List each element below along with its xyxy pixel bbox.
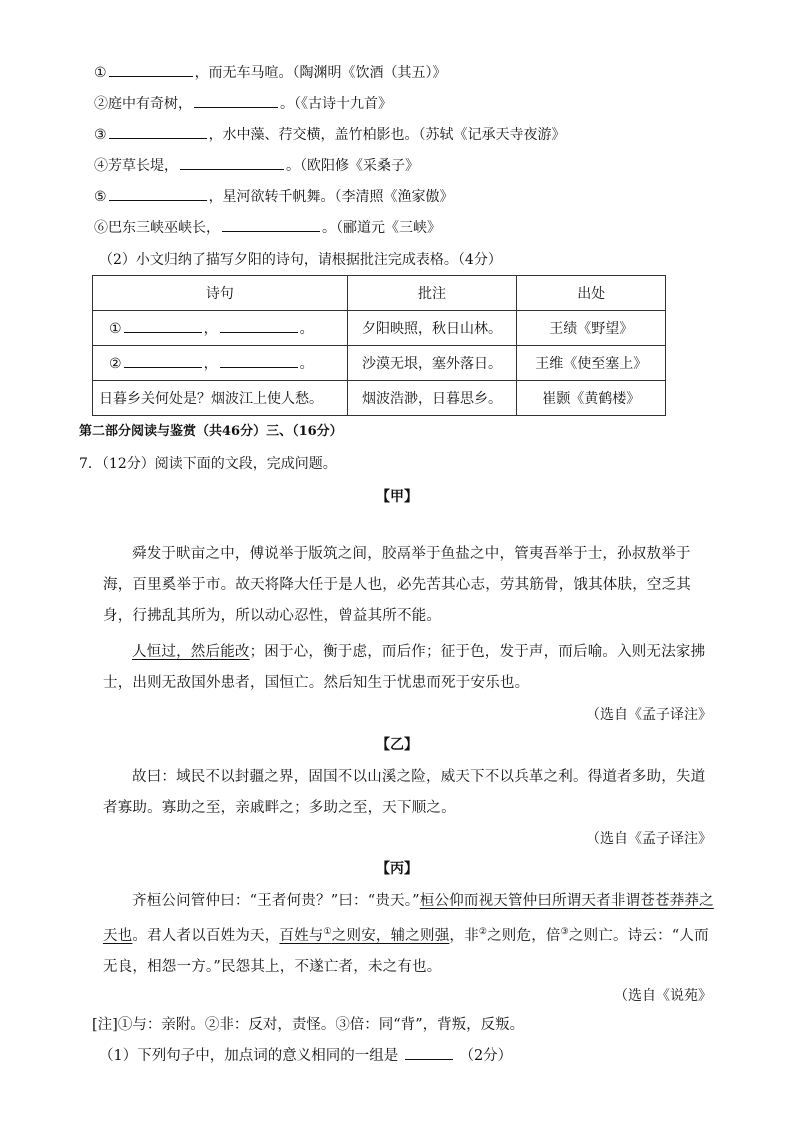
item-text: 。（郦道元《三峡》 (322, 220, 441, 236)
source-cell: 崔颢《黄鹤楼》 (517, 381, 666, 416)
source-cell: 王绩《野望》 (517, 311, 666, 346)
item-text: 。（《古诗十九首》 (280, 96, 392, 112)
answer-blank[interactable] (109, 75, 193, 77)
note-cell: 烟波浩渺，日暮思乡。 (347, 381, 517, 416)
item-text: 芳草长堤， (108, 158, 178, 174)
answer-blank[interactable] (109, 137, 207, 139)
footnote-marker: ② (478, 927, 488, 937)
fill-item-6 (94, 218, 441, 238)
answer-blank[interactable] (220, 366, 298, 368)
passage-source: （选自《孟子译注》 (586, 707, 712, 723)
table-row (93, 311, 666, 346)
passage-source: （选自《孟子译注》 (586, 831, 712, 847)
item-number: ④ (94, 158, 108, 174)
answer-blank[interactable] (109, 199, 207, 201)
footnote-marker: ① (323, 927, 332, 937)
item-text: 庭中有奇树， (108, 96, 192, 112)
section-heading: 第二部分阅读与鉴赏（共46分）三、（16分） (79, 424, 343, 439)
item-text: ，星河欲转千帆舞。（李清照《渔家傲》 (208, 189, 454, 205)
item-number: ⑤ (94, 189, 107, 205)
item-number: ① (94, 65, 107, 81)
passage-text: 。君人者以百姓为天， (132, 927, 280, 944)
verse-cell: 日暮乡关何处是？烟波江上使人愁。 (93, 381, 348, 416)
passage-text: ，非 (449, 927, 479, 944)
passage-yi-p1: 故曰：域民不以封疆之界，固国不以山溪之险，威天下不以兵革之利。得道者多助，失道者寡助。寡助之至，亲戚畔之；多助之至，天下顺之。 (103, 769, 706, 816)
item-text: ，水中藻、荇交横，盖竹柏影也。（苏轼《记承天寺夜游》 (208, 127, 566, 143)
underlined-sentence: 人恒过，然后能改 (132, 644, 250, 660)
answer-blank[interactable] (220, 331, 298, 333)
item-number: ① (109, 321, 122, 337)
prompt-text: （2分） (459, 1048, 513, 1064)
item-number: ② (94, 96, 108, 112)
item-number: ⑥ (94, 220, 108, 236)
table-header: 诗句 (93, 276, 348, 311)
fill-item-2 (94, 94, 392, 114)
passage-text: 之则危，倍 (487, 927, 561, 944)
item-number: ② (109, 356, 122, 372)
table-header: 批注 (347, 276, 517, 311)
passage-text: 之则亡。诗云：“人而无良，相怨一方。”民怨其上，不遂亡者，未之有也。 (103, 927, 709, 975)
passage-text: ；困于心，衡于虑，而后作；征于色，发于声，而后喻。入则无法家拂士，出则无敌国外患者，国恒亡。然后知生于忧患而死于安乐也。 (103, 644, 706, 691)
question-2-prompt: （2）小文归纳了描写夕阳的诗句，请根据批注完成表格。（4分） (99, 252, 502, 268)
passage-text: 齐桓公问管仲曰：“王者何贵？”曰：“贵天。” (132, 893, 420, 909)
source-cell: 王维《使至塞上》 (517, 346, 666, 381)
passage-jia-p2 (103, 637, 715, 699)
footnotes: [注]①与：亲附。②非：反对，责怪。③倍：同“背”，背叛，反叛。 (92, 1017, 525, 1033)
table-header-row (93, 276, 666, 311)
passage-title-yi: 【乙】 (376, 737, 418, 753)
passage-jia-p1: 舜发于畎亩之中，傅说举于版筑之间，胶鬲举于鱼盐之中，管夷吾举于士，孙叔敖举于海，百里奚举于市。故天将降大任于是人也，必先苦其心志，劳其筋骨，饿其体肤，空乏其身，行拂乱其所为，所以动心忍性，曾益其所不能。 (103, 546, 691, 624)
underlined-sentence: 桓公仰而视天管仲曰所谓天者非谓苍苍莽莽之天也 (103, 893, 714, 944)
question-1-prompt (99, 1046, 512, 1066)
verse-cell: ① ， 。 (93, 311, 348, 346)
table-header: 出处 (517, 276, 666, 311)
passage-title-bing: 【丙】 (376, 861, 418, 877)
answer-blank[interactable] (124, 331, 202, 333)
table-row (93, 381, 666, 416)
underlined-sentence: 百姓与①之则安，辅之则强 (279, 927, 450, 944)
answer-blank[interactable] (405, 1058, 453, 1060)
fill-item-4 (94, 156, 419, 176)
item-text: 。（欧阳修《采桑子》 (286, 158, 419, 174)
table-row (93, 346, 666, 381)
answer-blank[interactable] (194, 106, 278, 108)
passage-bing-p1 (103, 886, 715, 983)
passage-source: （选自《说苑》 (614, 988, 712, 1004)
note-cell: 沙漠无垠，塞外落日。 (347, 346, 517, 381)
fill-item-1 (94, 63, 447, 83)
note-cell: 夕阳映照，秋日山林。 (347, 311, 517, 346)
poem-table (92, 275, 666, 416)
footnote-marker: ③ (560, 927, 569, 937)
question-7-intro: 7．（12分）阅读下面的文段，完成问题。 (79, 456, 337, 472)
passage-title-jia: 【甲】 (376, 489, 418, 505)
prompt-text: （1）下列句子中，加点词的意义相同的一组是 (99, 1048, 399, 1064)
item-text: ，而无车马喧。（陶渊明《饮酒（其五）》 (194, 65, 447, 81)
answer-blank[interactable] (222, 230, 320, 232)
answer-blank[interactable] (124, 366, 202, 368)
fill-item-3 (94, 125, 566, 145)
verse-cell: ② ， 。 (93, 346, 348, 381)
fill-item-5 (94, 187, 454, 207)
answer-blank[interactable] (180, 168, 284, 170)
item-number: ③ (94, 127, 107, 143)
item-text: 巴东三峡巫峡长， (108, 220, 220, 236)
